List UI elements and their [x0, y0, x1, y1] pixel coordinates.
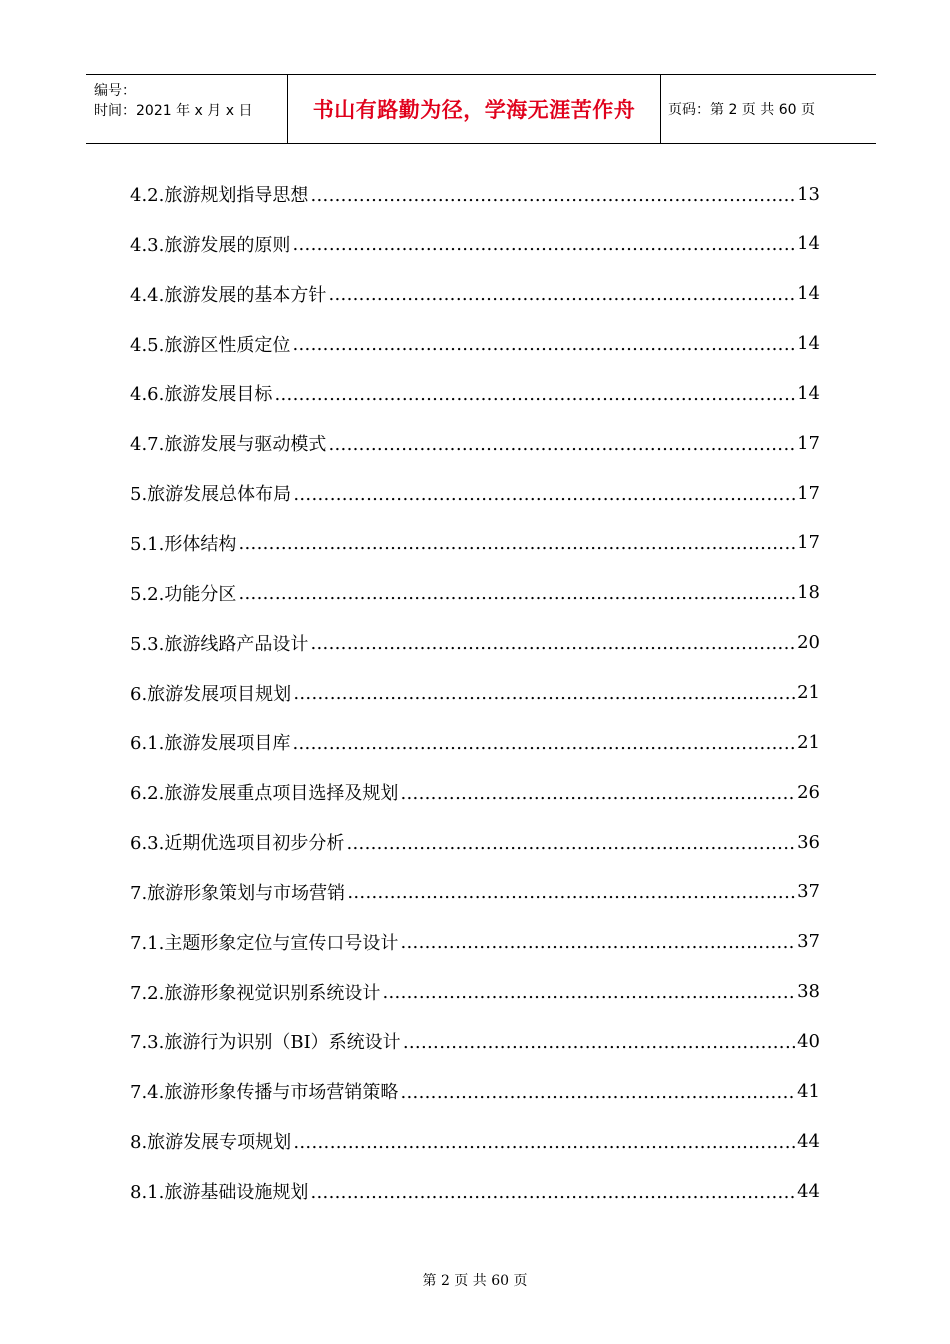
toc-entry-title: 7.旅游形象策划与市场营销 — [130, 882, 346, 904]
toc-entry[interactable] — [130, 630, 820, 656]
toc-entry[interactable] — [130, 430, 820, 456]
toc-entry-title: 4.7.旅游发展与驱动模式 — [130, 434, 327, 456]
toc-entry-page: 21 — [797, 682, 820, 703]
toc-entry-page: 14 — [797, 233, 820, 255]
toc-entry-title: 4.4.旅游发展的基本方针 — [130, 284, 327, 306]
toc-entry-title: 6.3.近期优选项目初步分析 — [130, 833, 345, 855]
toc-entry[interactable] — [130, 1178, 820, 1204]
toc-entry-page: 41 — [797, 1080, 820, 1102]
toc-leader-dots — [310, 633, 795, 654]
toc-entry-title: 7.4.旅游形象传播与市场营销策略 — [130, 1082, 399, 1104]
toc-entry-title: 4.2.旅游规划指导思想 — [130, 185, 309, 206]
toc-leader-dots — [293, 484, 795, 505]
toc-entry-title: 6.2.旅游发展重点项目选择及规划 — [130, 783, 399, 805]
toc-entry-page: 14 — [797, 333, 820, 355]
toc-entry[interactable] — [130, 181, 820, 207]
toc-leader-dots — [274, 384, 795, 405]
toc-entry-page: 38 — [797, 981, 820, 1003]
toc-entry-title: 6.旅游发展项目规划 — [130, 683, 292, 705]
toc-entry[interactable] — [130, 729, 820, 755]
toc-leader-dots — [293, 1132, 795, 1153]
toc-entry-title: 8.1.旅游基础设施规划 — [130, 1182, 309, 1203]
toc-leader-dots — [403, 1032, 795, 1053]
toc-entry-title: 6.1.旅游发展项目库 — [130, 733, 291, 755]
toc-entry-page: 14 — [797, 283, 820, 305]
toc-entry[interactable] — [130, 829, 820, 855]
toc-entry-page: 20 — [797, 632, 820, 654]
toc-entry[interactable] — [130, 1078, 820, 1104]
toc-leader-dots — [292, 234, 795, 255]
toc-leader-dots — [400, 1082, 795, 1103]
toc-entry-title: 5.旅游发展总体布局 — [130, 484, 292, 506]
toc-entry[interactable] — [130, 779, 820, 805]
toc-entry-page: 17 — [797, 432, 820, 454]
toc-leader-dots — [293, 683, 795, 704]
toc-entry-title: 7.1.主题形象定位与宣传口号设计 — [130, 932, 399, 954]
toc-entry[interactable] — [130, 1028, 820, 1054]
toc-entry-page: 17 — [797, 482, 820, 504]
toc-entry[interactable] — [130, 879, 820, 905]
toc-leader-dots — [328, 434, 795, 455]
toc-entry-page: 17 — [797, 532, 820, 554]
toc-entry-page: 44 — [797, 1180, 820, 1202]
toc-entry[interactable] — [130, 680, 820, 706]
toc-entry[interactable] — [130, 979, 820, 1005]
toc-leader-dots — [310, 1182, 795, 1203]
toc-leader-dots — [346, 833, 795, 854]
toc-entry-title: 4.6.旅游发展目标 — [130, 384, 273, 406]
toc-leader-dots — [328, 284, 795, 305]
toc-entry[interactable] — [130, 231, 820, 257]
toc-entry-page: 40 — [797, 1030, 820, 1052]
toc-leader-dots — [400, 932, 795, 953]
toc-entry[interactable] — [130, 530, 820, 556]
toc-leader-dots — [400, 783, 795, 804]
toc-entry-page: 18 — [797, 582, 820, 604]
toc-entry[interactable] — [130, 580, 820, 606]
toc-leader-dots — [292, 733, 795, 754]
toc-entry[interactable] — [130, 380, 820, 406]
toc-entry-title: 7.3.旅游行为识别（BI）系统设计 — [130, 1032, 401, 1054]
toc-entry-title: 5.3.旅游线路产品设计 — [130, 633, 309, 655]
toc-entry-title: 4.5.旅游区性质定位 — [130, 334, 291, 356]
toc-entry-title: 8.旅游发展专项规划 — [130, 1132, 292, 1154]
toc-entry-title: 4.3.旅游发展的原则 — [130, 234, 291, 256]
toc-leader-dots — [292, 334, 795, 355]
toc-leader-dots — [310, 185, 795, 206]
toc-entry-page: 37 — [797, 931, 820, 953]
toc-entry-page: 14 — [797, 382, 820, 404]
toc-entry-title: 5.2.功能分区 — [130, 583, 237, 605]
toc-entry-page: 36 — [797, 831, 820, 853]
toc-entry-page: 21 — [797, 731, 820, 753]
toc-entry[interactable] — [130, 281, 820, 307]
toc-entry[interactable] — [130, 1128, 820, 1154]
toc-entry-page: 13 — [797, 183, 820, 205]
header-page-number: 页码：第 2 页 共 60 页 — [668, 102, 815, 118]
number-label: 编号： — [94, 83, 136, 99]
page-footer: 第 2 页 共 60 页 — [422, 1273, 528, 1289]
toc-entry[interactable] — [130, 331, 820, 357]
toc-leader-dots — [347, 882, 795, 903]
toc-entry-page: 37 — [797, 881, 820, 903]
header-motto: 书山有路勤为径，学海无涯苦作舟 — [312, 98, 636, 122]
toc-entry-title: 7.2.旅游形象视觉识别系统设计 — [130, 982, 381, 1004]
toc-entry[interactable] — [130, 929, 820, 955]
toc-entry[interactable] — [130, 480, 820, 506]
toc-entry-title: 5.1.形体结构 — [130, 533, 237, 555]
toc-entry-page: 44 — [797, 1130, 820, 1152]
time-label: 时间：2021 年 x 月 x 日 — [94, 103, 253, 119]
toc-leader-dots — [382, 982, 795, 1003]
toc-leader-dots — [238, 533, 795, 554]
toc-entry-page: 26 — [797, 781, 820, 803]
toc-leader-dots — [238, 583, 795, 604]
